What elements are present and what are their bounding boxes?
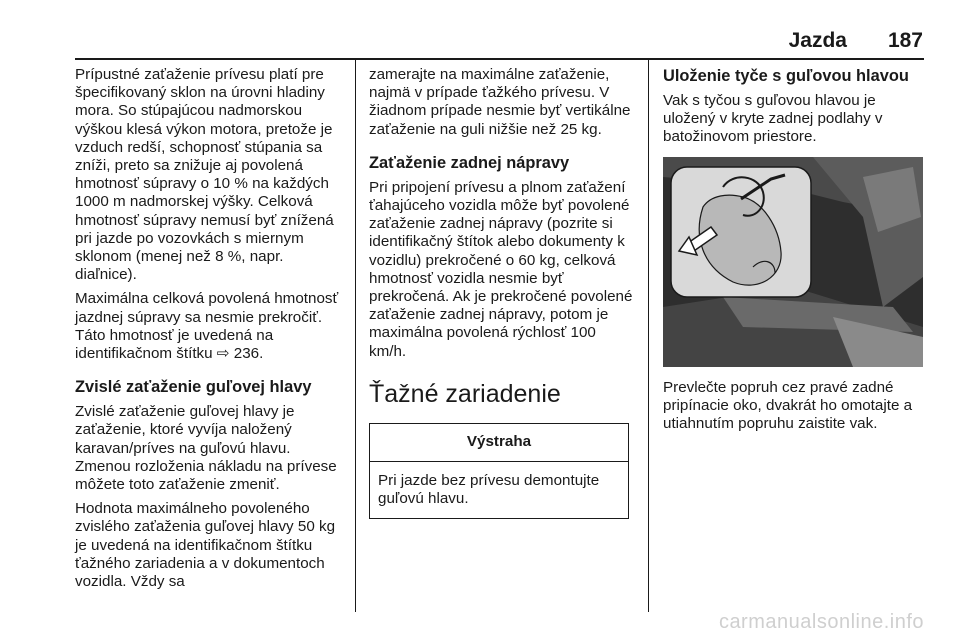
paragraph-ball-load-cont: zamerajte na maximálne zaťaženie, najmä v prípade ťažkého prívesu. V žiadnom prípade nesmie byť vertikálne zaťaženie na guli nižšie než 25 kg. (369, 66, 631, 138)
page-header (0, 24, 960, 60)
section-title: Jazda (788, 29, 847, 52)
heading-rear-axle: Zaťaženie zadnej nápravy (369, 153, 570, 172)
warning-box (369, 423, 629, 520)
watermark: carmanualsonline.info (718, 611, 924, 633)
column-2 (369, 66, 633, 519)
paragraph-ball-load-value: Hodnota maximálneho povoleného zvislého zaťaženia guľovej hlavy 50 kg je uvedená na identifikačnom štítku ťažného zariadenia a v dokumentoch vozidla. Vždy sa (75, 500, 336, 591)
paragraph-rear-axle: Pri pripojení prívesu a plnom zaťažení ťahajúceho vozidla môže byť povolené zaťaženie zadnej nápravy (pozrite si identifikačný štítok alebo dokumenty k vozidlu) prekročené o 60 kg, celková hmotnosť vozidla nesmie byť prekročená. Ak je prekročené povolené zaťaženie zadnej nápravy, potom je maximálna povolená rýchlosť 100 km/h. (369, 178, 633, 360)
heading-towing-device: Ťažné zariadenie (369, 379, 561, 408)
paragraph-strap: Prevlečte popruh cez pravé zadné pripínacie oko, dvakrát ho omotajte a utiahnutím popruhu zaistite vak. (663, 378, 913, 433)
illustration-graphic (663, 157, 923, 367)
page-number: 187 (887, 29, 923, 52)
column-divider-1 (355, 60, 356, 612)
trunk-bag-illustration (663, 157, 923, 367)
heading-ball-load: Zvislé zaťaženie guľovej hlavy (75, 378, 312, 397)
header-rule (75, 58, 924, 60)
paragraph-storage: Vak s tyčou s guľovou hlavou je uložený v kryte zadnej podlahy v batožinovom priestore. (663, 92, 883, 146)
paragraph-max-weight: Maximálna celková povolená hmotnosť jazdnej súpravy sa nesmie prekročiť. Táto hmotnosť je uvedená na identifikačnom štítku ⇨ 236. (75, 290, 339, 363)
paragraph-ball-load: Zvislé zaťaženie guľovej hlavy je zaťaženie, ktoré vyvíja naložený karavan/príves na guľovú hlavu. Zmenou rozloženia nákladu na prívese môžete toto zaťaženie zmeniť. (75, 403, 337, 494)
column-1 (75, 66, 343, 597)
heading-storage: Uloženie tyče s guľovou hlavou (663, 67, 909, 85)
paragraph-altitude: Prípustné zaťaženie prívesu platí pre špecifikovaný sklon na úrovni hladiny mora. So stúpajúcou nadmorskou výškou klesá výkon motora, pretože je vzduch redší, schopnosť stúpania sa zníži, preto sa znižuje aj povolená hmotnosť súpravy o 10 % na každých 1000 m nadmorskej výšky. Celková hmotnosť súpravy nemusí byť znížená pri jazde po vozovkách s miernym sklonom (menej než 8 %, napr. diaľnice). (75, 66, 334, 284)
column-divider-2 (648, 60, 649, 612)
warning-text: Pri jazde bez prívesu demontujte guľovú hlavu. (378, 472, 600, 508)
column-3 (663, 66, 927, 439)
warning-title: Výstraha (370, 424, 628, 462)
